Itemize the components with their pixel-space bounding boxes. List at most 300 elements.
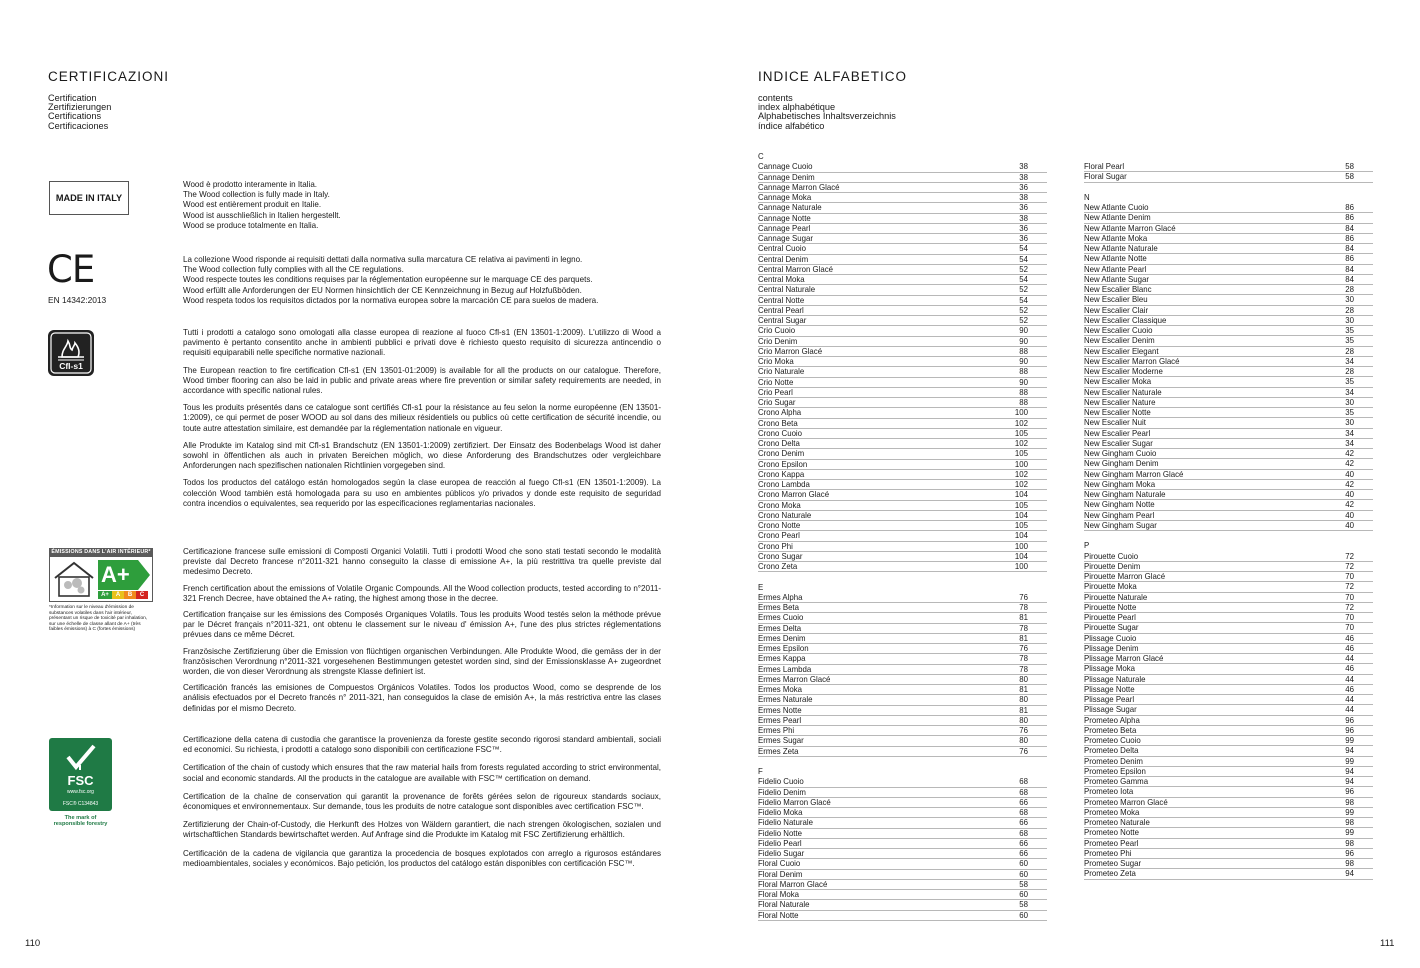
index-entry-name: Prometeo Cuoio — [1084, 736, 1141, 745]
index-row — [1084, 408, 1373, 418]
index-entry-page: 105 — [1014, 428, 1028, 438]
index-entry-page: 44 — [1345, 654, 1354, 663]
index-entry-name: Pirouette Pearl — [1084, 613, 1136, 622]
index-entry-name: Fidelio Marron Glacé — [758, 797, 831, 807]
index-row — [1084, 654, 1373, 664]
index-entry-page: 80 — [1019, 674, 1028, 684]
index-row — [1084, 521, 1373, 531]
paragraph: Certificación francés las emisiones de Compuestos Orgánicos Volatiles. Todos los productos Wood, como se desprende de los análisis efectuados por el Decreto francés n° 2011-321, han conseguidos la clase de emisión A+, la más restrictiva entre las clases definidas por el mismo Decreto. — [183, 683, 661, 713]
index-row — [1084, 705, 1373, 715]
index-row — [1084, 613, 1373, 623]
index-entry-page: 72 — [1345, 561, 1354, 571]
paragraph: Certificación de la cadena de vigilancia que garantiza la procedencia de bosques explotados con arreglo a rigurosos estándares medioambientales, sociales y económicos. Bajo petición, los productos del catálogo están disponibles con certificación FSC™. — [183, 848, 661, 868]
index-entry-page: 68 — [1019, 828, 1028, 838]
index-entry-name: Prometeo Epsilon — [1084, 766, 1146, 776]
index-row — [758, 214, 1047, 224]
text-line: Wood se produce totalmente en Italia. — [183, 220, 319, 230]
index-row — [758, 521, 1047, 531]
index-entry-name: New Gingham Denim — [1084, 459, 1159, 469]
index-entry-page: 86 — [1345, 233, 1354, 243]
index-entry-name: New Escalier Nuit — [1084, 418, 1146, 428]
index-entry-page: 70 — [1345, 572, 1354, 581]
index-entry-name: Ermes Denim — [758, 633, 806, 643]
index-spacer — [1084, 183, 1373, 193]
index-entry-page: 99 — [1345, 756, 1354, 766]
index-entry-page: 102 — [1014, 469, 1028, 479]
index-entry-name: Crio Moka — [758, 357, 794, 366]
index-entry-name: Cannage Moka — [758, 193, 812, 202]
index-entry-name: Ermes Marron Glacé — [758, 674, 831, 684]
index-row — [758, 736, 1047, 746]
subtitle-list — [48, 94, 111, 131]
index-entry-page: 30 — [1345, 315, 1354, 325]
ce-norm-label: EN 14342:2013 — [48, 295, 107, 305]
index-row — [1084, 398, 1373, 408]
index-entry-name: Crono Sugar — [758, 551, 803, 561]
index-entry-page: 80 — [1019, 736, 1028, 746]
index-row — [1084, 285, 1373, 295]
index-entry-page: 96 — [1345, 848, 1354, 858]
index-entry-name: Plissage Notte — [1084, 684, 1135, 694]
index-entry-page: 96 — [1345, 725, 1354, 735]
index-entry-name: New Atlante Pearl — [1084, 264, 1147, 274]
paragraph: Certification de la chaîne de conservation qui garantit la provenance de forêts gérées selon de rigoureux standards sociaux, économiques et environnementaux. Sur demande, tous les produits de notre catalogue sont disponibles avec certification FSC™. — [183, 791, 661, 812]
index-row — [758, 419, 1047, 429]
index-row — [1084, 224, 1373, 234]
subtitle: contents — [758, 93, 793, 103]
index-row — [1084, 726, 1373, 736]
index-entry-page: 36 — [1019, 223, 1028, 233]
index-entry-name: Central Moka — [758, 275, 805, 284]
index-row — [758, 480, 1047, 490]
index-row — [758, 859, 1047, 869]
subtitle: índice alfabético — [758, 120, 825, 131]
index-column-2 — [1084, 162, 1373, 880]
index-entry-page: 54 — [1019, 254, 1028, 264]
index-entry-name: Prometeo Zeta — [1084, 869, 1136, 879]
index-entry-name: Pirouette Naturale — [1084, 592, 1148, 602]
index-row — [758, 490, 1047, 500]
index-entry-page: 81 — [1019, 705, 1028, 715]
index-row — [1084, 736, 1373, 746]
index-letter: E — [758, 582, 764, 592]
index-entry-name: Plissage Naturale — [1084, 674, 1146, 684]
emission-label-body — [49, 556, 153, 602]
index-row — [1084, 429, 1373, 439]
index-entry-name: Crio Marron Glacé — [758, 346, 823, 356]
index-row — [758, 726, 1047, 736]
index-entry-name: Central Pearl — [758, 305, 804, 315]
index-row — [1084, 869, 1373, 879]
index-row — [758, 839, 1047, 849]
index-entry-name: Crio Notte — [758, 377, 794, 387]
index-entry-page: 42 — [1345, 449, 1354, 458]
index-row — [1084, 234, 1373, 244]
index-entry-name: Cannage Sugar — [758, 234, 813, 243]
scale-b: B — [124, 591, 136, 599]
index-entry-page: 96 — [1345, 787, 1354, 797]
index-row — [758, 603, 1047, 613]
index-entry-page: 35 — [1345, 377, 1354, 387]
index-entry-page: 86 — [1345, 203, 1354, 212]
subtitle: Alphabetisches Inhaltsverzeichnis — [758, 111, 896, 122]
paragraph: Alle Produkte im Katalog sind mit Cfl-s1 Brandschutz (EN 13501-1:2009) zertifiziert. Der Einsatz des Bodenbelags Wood ist daher sowohl in öffentlichen als auch in privaten Bereichen möglich, wo diese Anforderung des Brandschutzes oder vergleichbare Anforderungen nach spezifischen nationalen Richtlinien vorgegeben sind. — [183, 440, 661, 471]
index-entry-page: 46 — [1345, 643, 1354, 653]
index-row — [758, 511, 1047, 521]
index-entry-page: 84 — [1345, 264, 1354, 274]
index-row — [758, 337, 1047, 347]
index-entry-name: New Atlante Sugar — [1084, 274, 1149, 284]
index-row — [1084, 839, 1373, 849]
index-entry-page: 60 — [1019, 910, 1028, 920]
index-entry-name: Ermes Sugar — [758, 736, 804, 746]
index-row — [758, 613, 1047, 623]
fsc-text — [183, 735, 661, 877]
index-entry-name: New Atlante Cuoio — [1084, 203, 1149, 212]
index-row — [1084, 787, 1373, 797]
index-entry-name: New Escalier Marron Glacé — [1084, 356, 1180, 366]
index-entry-name: Pirouette Moka — [1084, 582, 1137, 592]
index-row — [1084, 336, 1373, 346]
index-entry-page: 34 — [1345, 387, 1354, 397]
index-entry-page: 90 — [1019, 336, 1028, 346]
fire-text — [183, 328, 661, 516]
index-entry-page: 99 — [1345, 807, 1354, 817]
index-entry-page: 94 — [1345, 777, 1354, 786]
index-entry-name: New Escalier Naturale — [1084, 387, 1162, 397]
index-entry-name: Floral Marron Glacé — [758, 879, 828, 889]
index-entry-name: Crono Lambda — [758, 480, 810, 489]
index-spacer — [758, 757, 1047, 767]
index-entry-page: 35 — [1345, 336, 1354, 346]
index-entry-name: Ermes Cuoio — [758, 613, 804, 623]
index-row — [758, 460, 1047, 470]
index-row — [758, 624, 1047, 634]
index-entry-name: Plissage Denim — [1084, 643, 1139, 653]
page-title-indice: INDICE ALFABETICO — [758, 69, 908, 84]
ce-mark-icon: CE — [47, 248, 95, 291]
emission-label — [49, 548, 153, 633]
index-entry-name: Crio Sugar — [758, 398, 796, 407]
index-entry-name: Cannage Cuoio — [758, 162, 813, 172]
index-entry-name: Cannage Notte — [758, 213, 811, 223]
index-entry-page: 44 — [1345, 674, 1354, 684]
index-entry-name: Ermes Zeta — [758, 746, 799, 756]
index-entry-name: New Atlante Moka — [1084, 233, 1148, 243]
index-entry-name: Cannage Marron Glacé — [758, 182, 840, 192]
subtitle-list — [758, 94, 896, 131]
index-entry-page: 46 — [1345, 664, 1354, 674]
index-row — [1084, 449, 1373, 459]
index-row — [758, 818, 1047, 828]
index-row — [1084, 562, 1373, 572]
index-entry-page: 84 — [1345, 223, 1354, 233]
index-row — [1084, 582, 1373, 592]
fire-class-icon — [48, 330, 94, 376]
index-entry-name: Crio Pearl — [758, 387, 793, 397]
index-entry-name: New Escalier Sugar — [1084, 438, 1153, 448]
index-entry-name: Prometeo Notte — [1084, 828, 1139, 838]
index-entry-name: Pirouette Cuoio — [1084, 551, 1139, 561]
index-entry-name: Crio Naturale — [758, 367, 805, 377]
index-entry-name: Cannage Naturale — [758, 203, 822, 213]
index-entry-page: 100 — [1014, 408, 1028, 418]
index-entry-name: Floral Naturale — [758, 900, 810, 910]
index-entry-name: Crono Epsilon — [758, 459, 808, 469]
page-title-certificazioni: CERTIFICAZIONI — [48, 69, 170, 84]
index-entry-name: Ermes Moka — [758, 685, 803, 694]
index-entry-page: 54 — [1019, 295, 1028, 305]
index-row — [1084, 623, 1373, 633]
scale-a-plus: A+ — [98, 591, 112, 599]
index-entry-page: 100 — [1014, 541, 1028, 551]
index-row — [758, 890, 1047, 900]
index-entry-name: Ermes Epsilon — [758, 644, 809, 653]
index-entry-name: New Atlante Naturale — [1084, 244, 1158, 253]
index-entry-page: 66 — [1019, 797, 1028, 807]
index-entry-name: Fidelio Moka — [758, 808, 803, 817]
index-entry-name: New Gingham Moka — [1084, 479, 1156, 489]
fsc-logo — [49, 738, 112, 811]
index-entry-page: 68 — [1019, 808, 1028, 817]
index-row — [758, 829, 1047, 839]
index-entry-name: Central Naturale — [758, 285, 816, 295]
index-entry-page: 76 — [1019, 592, 1028, 602]
index-entry-page: 38 — [1019, 213, 1028, 223]
index-entry-page: 72 — [1345, 602, 1354, 612]
index-row — [1084, 306, 1373, 316]
index-entry-name: Pirouette Sugar — [1084, 623, 1139, 633]
index-row — [1084, 418, 1373, 428]
index-entry-name: Ermes Pearl — [758, 715, 802, 725]
index-entry-name: Central Denim — [758, 254, 809, 264]
index-entry-page: 46 — [1345, 633, 1354, 643]
index-entry-page: 76 — [1019, 644, 1028, 653]
paragraph: Zertifizierung der Chain-of-Custody, die Herkunft des Holzes von Wäldern garantiert, die nach strengen ökologischen, sozialen und wirtschaftlichen Standards bewirtschaftet werden. Auf Anfrage sind die Produkte im Katalog mit FSC Zertifizierung erhältlich. — [183, 820, 661, 840]
index-entry-page: 70 — [1345, 613, 1354, 622]
index-entry-page: 99 — [1345, 736, 1354, 745]
index-entry-name: Crono Zeta — [758, 562, 798, 571]
index-entry-page: 94 — [1345, 746, 1354, 756]
index-row — [758, 634, 1047, 644]
index-row — [758, 255, 1047, 265]
fire-class-label: Cfl-s1 — [59, 361, 83, 371]
index-entry-name: Cannage Denim — [758, 172, 815, 182]
paragraph: Certificazione della catena di custodia che garantisce la provenienza da foreste gestite secondo rigorosi standard ambientali, sociali ed economici. Su richiesta, i prodotti a catalogo sono disponibili con certificazione FSC™. — [183, 735, 661, 755]
index-entry-page: 44 — [1345, 695, 1354, 704]
index-entry-name: Central Cuoio — [758, 244, 806, 254]
index-entry-page: 78 — [1019, 664, 1028, 674]
index-entry-name: Floral Notte — [758, 910, 799, 920]
emission-text — [183, 547, 661, 720]
index-row — [758, 326, 1047, 336]
index-entry-name: Pirouette Denim — [1084, 561, 1141, 571]
text-line: The Wood collection is fully made in Italy. — [183, 190, 330, 200]
index-entry-name: New Gingham Marron Glacé — [1084, 469, 1184, 479]
index-entry-name: Ermes Notte — [758, 705, 802, 715]
index-entry-name: Crono Delta — [758, 439, 800, 448]
index-entry-page: 76 — [1019, 746, 1028, 756]
fsc-name: FSC — [67, 773, 94, 788]
index-entry-name: Prometeo Gamma — [1084, 777, 1149, 786]
index-entry-page: 52 — [1019, 305, 1028, 315]
index-entry-page: 28 — [1345, 305, 1354, 315]
index-row — [758, 449, 1047, 459]
index-row — [758, 695, 1047, 705]
index-entry-page: 105 — [1014, 449, 1028, 459]
index-row — [758, 747, 1047, 757]
index-entry-page: 104 — [1014, 490, 1028, 500]
index-entry-name: Pirouette Notte — [1084, 602, 1137, 612]
emission-note: *Information sur le niveau d'émission de substances volatiles dans l'air intérieur, présentant un risque de toxicité par inhalation, sur une échelle de classe allant de A+ (très faibles émissions) à C (fortes émissions) — [49, 605, 148, 632]
index-entry-page: 105 — [1014, 500, 1028, 510]
caption-line: The mark of — [64, 815, 97, 821]
index-row — [1084, 500, 1373, 510]
index-row — [1084, 552, 1373, 562]
paragraph: Tous les produits présentés dans ce catalogue sont certifiés Cfl-s1 pour la résistance au feu selon la norme européenne (EN 13501-1:2009), ce qui permet de poser WOOD au sol dans des milieux résidentiels ou publics où cette certification de sécurité incendie, ou toute autre attestation similaire, est demandée par la réglementation nationale en vigueur. — [183, 403, 661, 433]
index-row — [1084, 367, 1373, 377]
index-entry-name: Cannage Pearl — [758, 223, 811, 233]
index-entry-page: 76 — [1019, 726, 1028, 735]
index-entry-page: 86 — [1345, 213, 1354, 223]
index-row — [1084, 470, 1373, 480]
subtitle: Certification — [48, 93, 97, 103]
index-entry-name: Ermes Beta — [758, 603, 799, 612]
emission-label-header: ÉMISSIONS DANS L'AIR INTÉRIEUR* — [49, 548, 153, 556]
index-row — [1084, 695, 1373, 705]
index-entry-page: 28 — [1345, 346, 1354, 356]
index-entry-page: 52 — [1019, 264, 1028, 274]
index-entry-page: 36 — [1019, 234, 1028, 243]
index-entry-page: 35 — [1345, 408, 1354, 417]
index-entry-name: Prometeo Alpha — [1084, 715, 1140, 725]
index-entry-page: 28 — [1345, 285, 1354, 294]
index-entry-page: 40 — [1345, 510, 1354, 520]
index-row — [758, 275, 1047, 285]
paragraph: Todos los productos del catálogo están homologados según la clase europea de reacción al fuego Cfl-s1 (EN 13501-1:2009). La colección Wood también está homologada para su uso en ambientes públicos y/o privados y donde este requisito de seguridad contra incendios o equivalentes, sea requerido por las especificaciones reglamentarias nacionales. — [183, 478, 661, 508]
index-row — [758, 911, 1047, 921]
paragraph: Certification française sur les émissions des Composés Organiques Volatils. Tous les produits Wood testés selon la méthode prévue par le Décret français n°2011-321, ont obtenu le classement sur le niveau d' émission A+, l'une des plus strictes réglementations prévues dans ce même Décret. — [183, 610, 661, 640]
index-row — [758, 357, 1047, 367]
index-entry-name: New Escalier Cuoio — [1084, 326, 1153, 335]
index-entry-name: Ermes Kappa — [758, 654, 806, 664]
index-row — [758, 777, 1047, 787]
index-entry-name: New Escalier Notte — [1084, 408, 1151, 417]
index-entry-name: New Escalier Elegant — [1084, 346, 1159, 356]
index-entry-page: 88 — [1019, 398, 1028, 407]
index-entry-name: Ermes Alpha — [758, 592, 803, 602]
index-entry-name: Floral Denim — [758, 869, 803, 879]
index-entry-name: Crono Moka — [758, 500, 801, 510]
index-letter: N — [1084, 192, 1090, 202]
index-entry-name: New Escalier Moderne — [1084, 367, 1163, 376]
index-entry-page: 104 — [1014, 551, 1028, 561]
index-row — [758, 870, 1047, 880]
index-entry-name: Prometeo Beta — [1084, 725, 1137, 735]
index-entry-page: 38 — [1019, 193, 1028, 202]
index-entry-name: Crono Cuoio — [758, 428, 803, 438]
index-entry-page: 35 — [1345, 326, 1354, 335]
index-entry-page: 60 — [1019, 869, 1028, 879]
index-row — [1084, 254, 1373, 264]
index-row — [1084, 572, 1373, 582]
index-entry-name: Prometeo Delta — [1084, 746, 1139, 756]
index-entry-name: Pirouette Marron Glacé — [1084, 572, 1166, 581]
index-entry-page: 40 — [1345, 520, 1354, 530]
index-row — [758, 306, 1047, 316]
index-row — [758, 798, 1047, 808]
index-entry-page: 81 — [1019, 633, 1028, 643]
index-row — [758, 562, 1047, 572]
index-row — [1084, 244, 1373, 254]
index-entry-name: Prometeo Phi — [1084, 848, 1132, 858]
index-row — [758, 880, 1047, 890]
index-row — [758, 788, 1047, 798]
index-entry-name: Plissage Moka — [1084, 664, 1136, 674]
scale-c: C — [136, 591, 148, 599]
index-row — [758, 388, 1047, 398]
index-row — [1084, 757, 1373, 767]
index-entry-name: New Gingham Sugar — [1084, 520, 1157, 530]
text-line: Wood est entièrement produit en Italie. — [183, 200, 322, 210]
index-entry-name: Ermes Lambda — [758, 664, 812, 674]
index-entry-page: 42 — [1345, 500, 1354, 510]
index-row — [1084, 377, 1373, 387]
index-entry-page: 84 — [1345, 274, 1354, 284]
index-entry-page: 88 — [1019, 346, 1028, 356]
index-row — [1084, 172, 1373, 182]
index-row — [1084, 808, 1373, 818]
index-entry-page: 68 — [1019, 777, 1028, 787]
index-row — [758, 429, 1047, 439]
index-entry-page: 96 — [1345, 715, 1354, 725]
index-entry-page: 78 — [1019, 654, 1028, 664]
index-entry-page: 81 — [1019, 613, 1028, 623]
subtitle: index alphabétique — [758, 102, 836, 113]
index-entry-page: 44 — [1345, 705, 1354, 715]
index-row — [1084, 644, 1373, 654]
index-row — [1084, 777, 1373, 787]
index-entry-page: 98 — [1345, 818, 1354, 827]
index-entry-name: Crono Beta — [758, 418, 798, 428]
index-row — [758, 716, 1047, 726]
index-entry-page: 38 — [1019, 172, 1028, 182]
index-row — [758, 408, 1047, 418]
index-entry-page: 66 — [1019, 838, 1028, 848]
index-entry-page: 90 — [1019, 357, 1028, 366]
index-entry-name: Prometeo Denim — [1084, 756, 1143, 766]
index-entry-page: 94 — [1345, 869, 1354, 879]
index-entry-page: 105 — [1014, 521, 1028, 530]
index-entry-name: Floral Moka — [758, 890, 799, 899]
index-row — [1084, 326, 1373, 336]
index-row — [758, 542, 1047, 552]
fsc-url: www.fsc.org — [67, 789, 94, 795]
index-row — [1084, 439, 1373, 449]
index-entry-page: 40 — [1345, 469, 1354, 479]
index-entry-page: 54 — [1019, 275, 1028, 284]
index-entry-page: 104 — [1014, 510, 1028, 520]
index-entry-name: Crono Kappa — [758, 469, 805, 479]
index-entry-page: 102 — [1014, 480, 1028, 489]
index-entry-page: 68 — [1019, 787, 1028, 797]
subtitle: Certificaciones — [48, 120, 109, 131]
index-entry-name: Ermes Naturale — [758, 695, 813, 705]
index-entry-page: 70 — [1345, 592, 1354, 602]
index-entry-name: Ermes Phi — [758, 726, 795, 735]
index-entry-name: Central Notte — [758, 295, 805, 305]
index-entry-page: 46 — [1345, 684, 1354, 694]
